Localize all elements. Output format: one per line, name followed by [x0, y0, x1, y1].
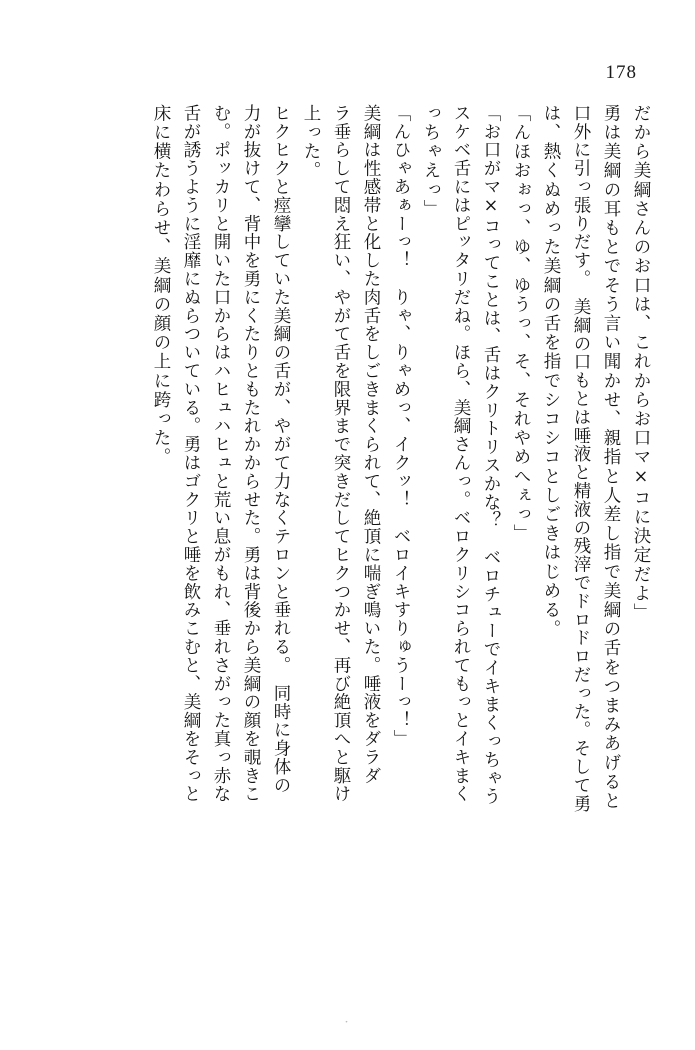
text-column: 上った。 [301, 104, 321, 181]
vertical-text-body [60, 104, 649, 984]
text-column: 「んほおぉっ、ゆ、ゆうっ、そ、それやめへぇっ」 [511, 104, 531, 544]
text-column: 「お口がマ×コってことは、舌はクリトリスかな？ ベロチューでイキまくっちゃう [481, 104, 501, 806]
text-column: 舌が誘うように淫靡にぬらついている。勇はゴクリと唾を飲みこむと、美綱をそっと [181, 104, 201, 804]
text-column: は、熱くぬめった美綱の舌を指でシコシコとしごきはじめる。 [541, 104, 561, 639]
text-column: 美綱は性感帯と化した肉舌をしごきまくられて、絶頂に喘ぎ鳴いた。唾液をダラダ [361, 104, 381, 785]
text-column: だから美綱さんのお口は、これからお口マ×コに決定だよ」 [631, 104, 651, 623]
text-column: 勇は美綱の耳もとでそう言い聞かせ、親指と人差し指で美綱の舌をつまみあげると [601, 104, 621, 811]
footer-mark: ・ [341, 1017, 354, 1027]
text-column: む。ポッカリと開いた口からはハヒュハヒュと荒い息がもれ、垂れさがった真っ赤な [211, 104, 231, 804]
text-column: ヒクヒクと痙攣していた美綱の舌が、やがて力なくテロンと垂れる。 同時に身体の [271, 104, 291, 795]
text-column: 床に横たわらせ、美綱の顔の上に跨った。 [151, 104, 171, 467]
text-column: ラ垂らして悶え狂い、やがて舌を限界まで突きだしてヒクつかせ、再び絶頂へと駆け [331, 104, 351, 804]
text-column: っちゃえっ」 [421, 104, 441, 219]
text-column: 力が抜けて、背中を勇にくたりともたれかからせた。勇は背後から美綱の顔を覗きこ [241, 104, 261, 804]
text-column: 口外に引っ張りだす。 美綱の口もとは唾液と精液の残滓でドロドロだった。そして勇 [571, 104, 591, 813]
text-column: スケベ舌にはピッタリだね。ほら、美綱さんっ。ベロクリシコられてもっとイキまく [451, 104, 471, 804]
page-number: 178 [605, 62, 637, 83]
text-column: 「んひゃあぁーっ！ りゃ、りゃめっ、イクッ！ ベロイキすりゅうーっ！」 [391, 104, 411, 748]
